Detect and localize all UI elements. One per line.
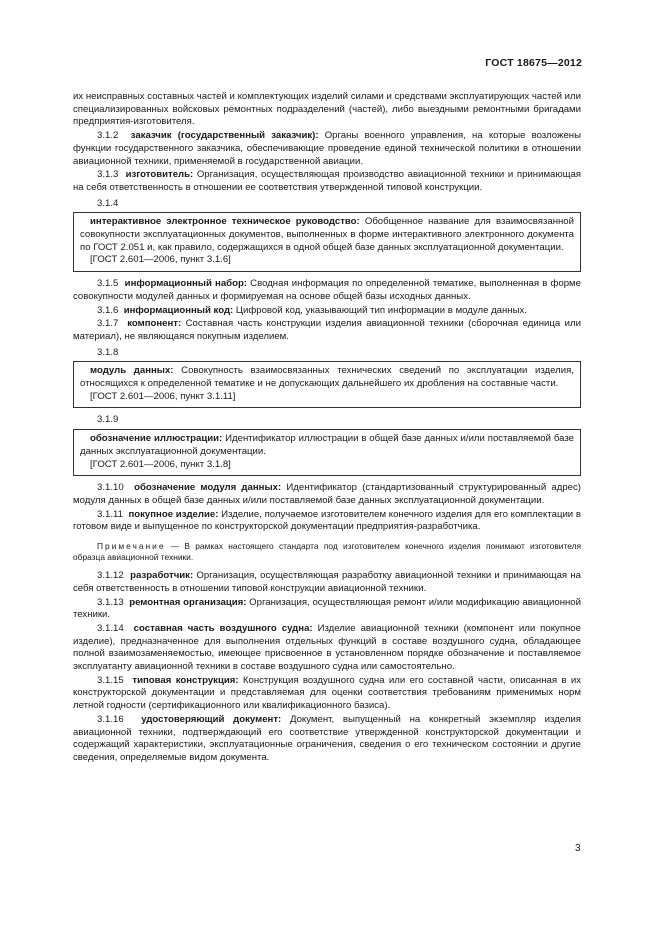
- box-source: [ГОСТ 2.601—2006, пункт 3.1.11]: [90, 390, 236, 402]
- definition-entry: 3.1.15 типовая конструкция: Конструкция воздушного судна или его составной части, описанная в их конструкторской документации и представляемая для оценки соответствия требованиям применимых норм летной годности (сертификационного или квалификационного базиса).: [73, 674, 581, 712]
- note-label: Примечание: [97, 541, 166, 552]
- definition-entry: 3.1.2 заказчик (государственный заказчик): Органы военного управления, на которые возложены функции государственного заказчика, обеспечивающие проведение единой технической политики в отношении авиационной техники, применяемой в государственной авиации.: [73, 130, 581, 167]
- entries-group-4: [73, 570, 581, 765]
- standard-code-header: ГОСТ 18675—2012: [485, 57, 582, 69]
- definition-entry: 3.1.3 изготовитель: Организация, осуществляющая производство авиационной техники и принимающая на себя ответственность в отношении ее соответствия утвержденной типовой конструкции.: [73, 169, 581, 193]
- box-definition: обозначение иллюстрации: Идентификатор иллюстрации в общей базе данных и/или поставляемой базе данных эксплуатационной документации.: [80, 433, 574, 457]
- note-text: — В рамках настоящего стандарта под изготовителем конечного изделия понимают изготовителя образца авиационной техники.: [73, 541, 581, 563]
- note-paragraph: [73, 541, 581, 563]
- definition-entry: 3.1.14 составная часть воздушного судна: Изделие авиационной техники (компонент или покупное изделие), предназначенное для выполнения отдельных функций в составе воздушного судна, обладающее полной взаимозаменяемостью, имеющее присвоенное в установленном порядке обозначение и поставляемое эксплуатанту авиационной техники в составе воздушного судна или самостоятельно.: [73, 622, 581, 673]
- box-definition: интерактивное электронное техническое руководство: Обобщенное название для взаимосвязанной совокупности эксплуатационных документов, выполненных в форме интерактивного электронного документа по ГОСТ 2.051 и, как правило, содержащихся в одной общей базе данных эксплуатационной документации.: [80, 216, 574, 253]
- page-number: 3: [575, 843, 581, 854]
- intro-paragraph: их неисправных составных частей и комплектующих изделий силами и средствами эксплуатирующих частей или специализированных войсковых ремонтных подразделений (частей), либо выездными ремонтными бригадами предприятия-изготовителя.: [73, 91, 581, 128]
- definition-entry: 3.1.16 удостоверяющий документ: Документ, выпущенный на конкретный экземпляр изделия авиационной техники, подтверждающий его соответствие утвержденной конструкторской документации и содержащий характеристики, эксплуатационные ограничения, сведения о его техническом состоянии и другие сведения, определяемые видом документа.: [73, 713, 581, 763]
- box-entry-number: 3.1.9: [97, 414, 119, 426]
- box-entry-number: 3.1.4: [97, 197, 119, 209]
- quoted-definition-box: [73, 361, 581, 408]
- quoted-definition-box: [73, 429, 581, 476]
- entries-group-2: [73, 278, 581, 344]
- definition-entry: 3.1.12 разработчик: Организация, осуществляющая разработку авиационной техники и принимающая на себя ответственность в отношении типовой конструкции авиационной техники.: [73, 570, 581, 594]
- definition-entry: 3.1.5 информационный набор: Сводная информация по определенной тематике, выполненная в форме совокупности модулей данных и формируемая на основе общей базы исходных данных.: [73, 278, 581, 302]
- document-body: [73, 91, 581, 765]
- definition-entry: 3.1.11 покупное изделие: Изделие, получаемое изготовителем конечного изделия для его комплектации в готовом виде и выпущенное по конструкторской документации предприятия-разработчика.: [73, 508, 582, 533]
- box-definition: модуль данных: Совокупность взаимосвязанных технических сведений по эксплуатации изделия, относящихся к определенной тематике и не допускающих дальнейшего их дробления на составные части.: [80, 365, 574, 390]
- entries-group-1: [73, 130, 581, 195]
- quoted-definition-box: [73, 212, 581, 272]
- box-source: [ГОСТ 2.601—2006, пункт 3.1.8]: [90, 458, 231, 470]
- definition-entry: 3.1.10 обозначение модуля данных: Идентификатор (стандартизованный структурированный адрес) модуля данных в общей базе данных и/или поставляемой базе данных эксплуатационной документации.: [73, 482, 581, 506]
- entries-group-3: [73, 482, 581, 534]
- box-entry-number: 3.1.8: [97, 346, 119, 358]
- definition-entry: 3.1.13 ремонтная организация: Организация, осуществляющая ремонт и/или модификацию авиационной техники.: [73, 596, 581, 621]
- definition-entry: 3.1.6 информационный код: Цифровой код, указывающий тип информации в модуле данных.: [97, 304, 527, 316]
- box-source: [ГОСТ 2.601—2006, пункт 3.1.6]: [90, 254, 231, 266]
- definition-entry: 3.1.7 компонент: Составная часть конструкции изделия авиационной техники (сборочная единица или материал), не являющаяся покупным изделием.: [73, 318, 581, 342]
